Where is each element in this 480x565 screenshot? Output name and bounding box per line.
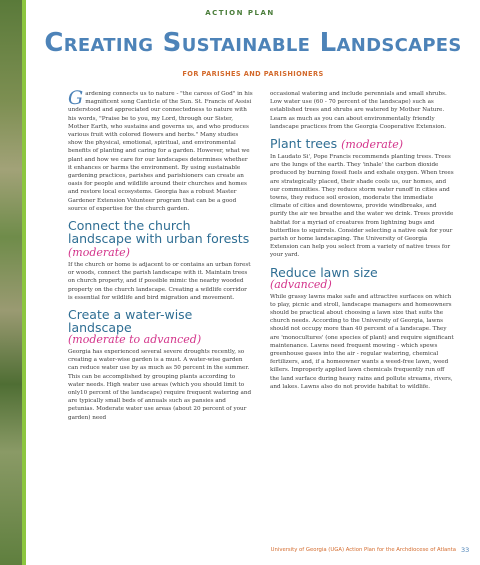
difficulty-tag-connect: (moderate) — [68, 246, 130, 260]
page-subtitle: FOR PARISHES AND PARISHIONERS — [182, 70, 324, 78]
water-paragraph-continued: occasional watering and include perennials and small shrubs. Low water use (60 - 70 percent of the landscape) such as established trees and shrubs are watered by Mother Nature. Learn as much as you can about environmentally friendly landscape practices from the Georgia Cooperative Extension. — [270, 91, 447, 130]
heading-water-wise — [68, 308, 253, 346]
section-kicker: ACTION PLAN — [205, 9, 275, 17]
heading-trees-text: Plant trees — [270, 136, 338, 152]
difficulty-tag-lawn: (advanced) — [270, 277, 332, 291]
page-number: 33 — [461, 546, 470, 554]
difficulty-tag-water: (moderate to advanced) — [68, 333, 202, 347]
green-accent-bar — [22, 0, 26, 565]
footer-credit: University of Georgia (UGA) Action Plan for the Archdiocese of Atlanta — [270, 547, 456, 553]
trees-paragraph: In Laudato Si', Pope Francis recommends planting trees. Trees are the lungs of the earth. They 'inhale' the carbon dioxide produced by burning fossil fuels and exhale oxygen. When trees are strategically placed, their shade cools us, our homes, and our communities. They reduce storm water runoff in cities and towns, they reduce soil erosion, moderate the immediate climate of cities and downtowns, provide windbreaks, and purify the air we breathe and the water we drink. Trees provide habitat for a myriad of creatures from lightning bugs and butterflies to squirrels. Consider selecting a native oak for your parish or home landscaping. The University of Georgia Extension can help you select from a variety of native trees for your yard. — [270, 154, 454, 259]
garden-photo-strip — [0, 0, 22, 565]
drop-cap: G — [68, 87, 84, 109]
intro-text: ardening connects us to nature - "the caress of God" in his magnificent song Canticle of the Sun. St. Francis of Assisi understood and appreciated our connectedness to nature with his words, "Praise be to you, my Lord, through our Sister, Mother Earth, who sustains and governs us, and who produces various fruit with colored flowers and herbs." Many studies show the physical, emotional, spiritual, and environmental benefits of planting and caring for a garden. However, what we plant and how we care for our landscapes determines whether it enhances or harms the environment. By using sustainable gardening practices, parishes and parishioners can create an oasis for people and wildlife around their churches and homes and restore local ecosystems. Georgia has a robust Master Gardener Extension Volunteer program that can be a good source of expertise for the church garden. — [68, 91, 253, 212]
heading-plant-trees — [270, 137, 455, 151]
lawn-paragraph: While grassy lawns make safe and attractive surfaces on which to play, picnic and stroll, landscape managers and homeowners should be practical about choosing a lawn size that suits the church needs. According to the University of Georgia, lawns should not occupy more than 40 percent of a landscape. They are 'monocultures' (one species of plant) and require significant maintenance. Lawns need frequent mowing - which spews greenhouse gases into the air - regular watering, chemical fertilizers, and, if a homeowner wants a weed-free lawn, weed killers. Improperly applied lawn chemicals frequently run off the land surface during heavy rains and pollute streams, rivers, and lakes. Lawns also do not provide habitat to wildlife. — [270, 293, 454, 390]
intro-paragraph — [68, 87, 253, 213]
heading-reduce-lawn — [270, 266, 455, 291]
water-paragraph: Georgia has experienced several severe droughts recently, so creating a water-wise garden is a must. A water-wise garden can reduce water use by as much as 50 percent in the summer. This can be accomplished by grouping plants according to water needs. High water use areas (which you should limit to only10 percent of the landscape) require frequent watering and are typically small beds of annuals such as pansies and petunias. Moderate water use areas (about 20 percent of your garden) need — [68, 349, 252, 421]
heading-connect-text: Connect the church landscape with urban forests — [68, 218, 250, 247]
heading-lawn-text: Reduce lawn size — [270, 264, 378, 280]
heading-connect-forests — [68, 219, 253, 259]
right-column — [270, 90, 455, 391]
difficulty-tag-trees: (moderate) — [341, 138, 404, 152]
connect-paragraph: If the church or home is adjacent to or contains an urban forest or woods, connect the parish landscape with it. Maintain trees on church property, and if possible mimic the nearby wooded property on the church landscape. Creating a wildlife corridor is essential for wildlife and bird migration and movement. — [68, 262, 251, 301]
page-title: Creating Sustainable Landscapes — [44, 28, 462, 58]
left-column — [68, 87, 253, 422]
heading-water-text: Create a water-wise landscape — [68, 307, 193, 336]
